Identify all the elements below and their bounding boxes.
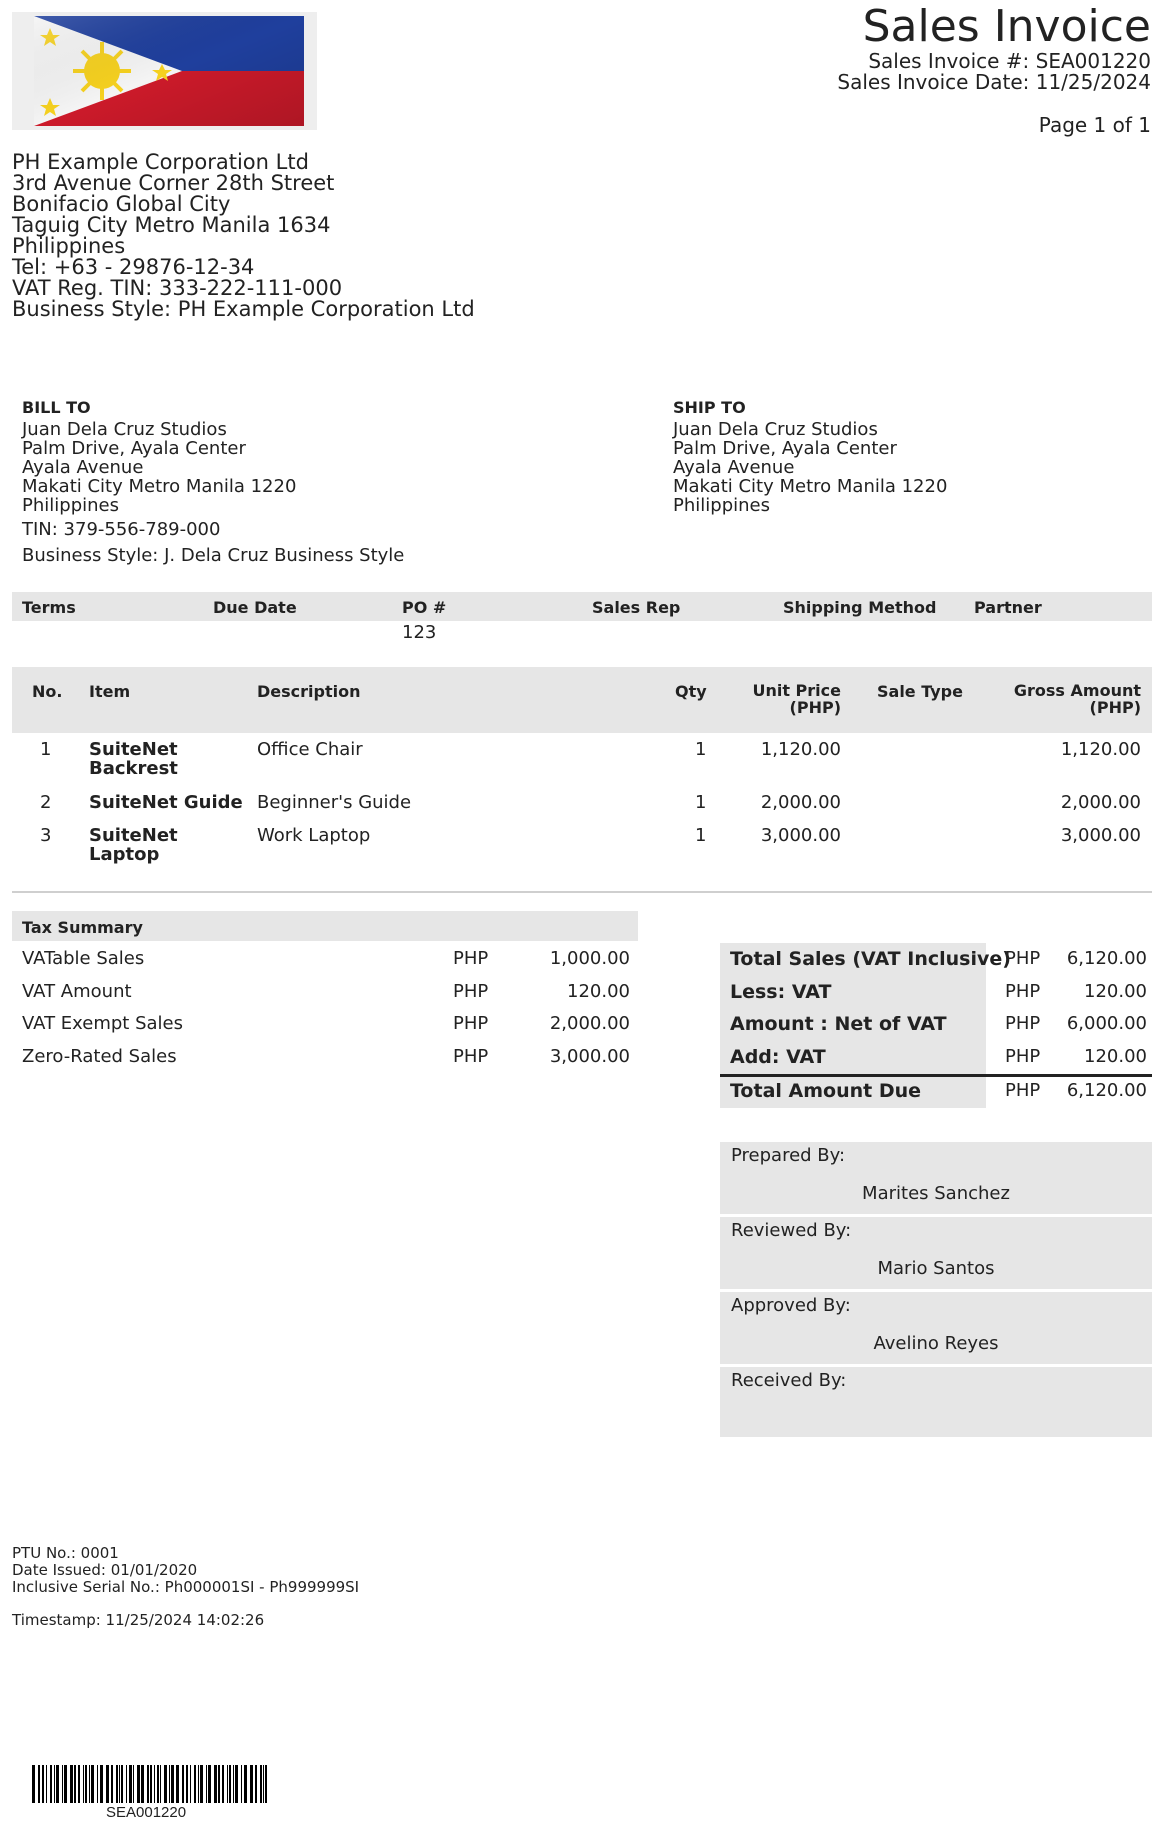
tax-summary-title: Tax Summary [22, 918, 143, 937]
totals-label: Less: VAT [730, 981, 832, 1003]
barcode-bar [164, 1765, 167, 1803]
total-amount-due-label: Total Amount Due [730, 1080, 922, 1102]
barcode-bar [121, 1765, 123, 1803]
barcode-bar [263, 1765, 264, 1803]
bill-to-line: Palm Drive, Ayala Center [22, 438, 246, 459]
row-2-qty: 1 [695, 792, 707, 813]
totals-currency: PHP [1005, 1046, 1041, 1067]
row-1-gross: 1,120.00 [1060, 739, 1141, 760]
barcode-bar [260, 1765, 262, 1803]
ship-to-line: Makati City Metro Manila 1220 [673, 476, 948, 497]
serial-range: Inclusive Serial No.: Ph000001SI - Ph999999SI [12, 1578, 360, 1596]
total-amount-due-currency: PHP [1005, 1080, 1041, 1101]
bill-to-line: Juan Dela Cruz Studios [22, 419, 227, 440]
barcode-bar [222, 1765, 224, 1803]
barcode-bar [186, 1765, 188, 1803]
gross-amount-label: Gross Amount [1013, 681, 1141, 700]
barcode-bar [182, 1765, 184, 1803]
tax-row-currency: PHP [453, 948, 489, 969]
barcode-bar [62, 1765, 63, 1803]
company-phone: Tel: +63 - 29876-12-34 [12, 255, 255, 279]
prepared-by-label: Prepared By: [731, 1145, 846, 1166]
barcode-bar [106, 1765, 109, 1803]
tax-row-label: VATable Sales [22, 948, 145, 969]
row-1-description: Office Chair [257, 739, 363, 760]
page-number: Page 1 of 1 [1038, 113, 1151, 137]
row-1-unit-price: 1,120.00 [760, 739, 841, 760]
totals-value: 120.00 [1084, 981, 1147, 1002]
prepared-by-name: Marites Sanchez [862, 1183, 1010, 1204]
col-no-header: No. [32, 682, 63, 701]
row-3-description: Work Laptop [257, 825, 371, 846]
barcode-bar [227, 1765, 228, 1803]
barcode-bar [111, 1765, 113, 1803]
po-number-value: 123 [402, 622, 437, 643]
items-divider [12, 891, 1152, 893]
barcode-bar [78, 1765, 80, 1803]
tax-row-label: VAT Amount [22, 981, 132, 1002]
barcode-bar [137, 1765, 140, 1803]
barcode-bar [70, 1765, 73, 1803]
row-1-no: 1 [40, 739, 52, 760]
col-unit-price-header [752, 682, 841, 716]
row-3-item [89, 826, 178, 864]
barcode-bar [233, 1765, 234, 1803]
totals-label: Amount : Net of VAT [730, 1013, 947, 1035]
barcode-bar [50, 1765, 52, 1803]
bill-to-tin: TIN: 379-556-789-000 [22, 519, 221, 540]
barcode-bar [194, 1765, 196, 1803]
barcode-bar [190, 1765, 191, 1803]
date-issued: Date Issued: 01/01/2020 [12, 1561, 198, 1579]
barcode-bar [241, 1765, 242, 1803]
totals-currency: PHP [1005, 981, 1041, 1002]
ship-to-line: Philippines [673, 495, 770, 516]
barcode-bar [169, 1765, 170, 1803]
totals-currency: PHP [1005, 948, 1041, 969]
bill-to-line: Philippines [22, 495, 119, 516]
bill-to-block [22, 398, 296, 515]
col-description-header: Description [257, 682, 361, 701]
company-address [12, 152, 475, 320]
col-sale-type-header: Sale Type [877, 682, 963, 701]
barcode-bar [214, 1765, 217, 1803]
bill-to-heading: BILL TO [22, 398, 91, 417]
row-2-description: Beginner's Guide [257, 792, 412, 813]
ptu-info [12, 1545, 359, 1596]
row-1-item-line: SuiteNet [89, 739, 178, 760]
barcode-bar [38, 1765, 40, 1803]
row-3-qty: 1 [695, 825, 707, 846]
barcode-bar [218, 1765, 220, 1803]
barcode-text: SEA001220 [106, 1804, 187, 1821]
barcode-bar [116, 1765, 118, 1803]
tax-row-label: Zero-Rated Sales [22, 1046, 177, 1067]
barcode-bar [265, 1765, 267, 1803]
barcode-bar [160, 1765, 161, 1803]
ptu-number: PTU No.: 0001 [12, 1544, 119, 1562]
ship-to-line: Palm Drive, Ayala Center [673, 438, 897, 459]
row-2-item: SuiteNet Guide [89, 792, 243, 813]
barcode-image [32, 1765, 272, 1803]
bill-to-line: Makati City Metro Manila 1220 [22, 476, 297, 497]
terms-header: Terms [22, 598, 76, 617]
barcode-bar [42, 1765, 44, 1803]
barcode-bar [229, 1765, 231, 1803]
barcode-bar [250, 1765, 253, 1803]
approved-by-name: Avelino Reyes [873, 1333, 999, 1354]
reviewed-by-name: Mario Santos [877, 1258, 995, 1279]
row-1-item-line: Backrest [89, 758, 178, 779]
barcode-bar [64, 1765, 67, 1803]
barcode-bar [83, 1765, 84, 1803]
row-3-unit-price: 3,000.00 [760, 825, 841, 846]
barcode-bar [133, 1765, 134, 1803]
row-2-no: 2 [40, 792, 52, 813]
due-date-header: Due Date [213, 598, 297, 617]
row-2-unit-price: 2,000.00 [760, 792, 841, 813]
totals-label: Total Sales (VAT Inclusive) [730, 948, 1011, 970]
partner-header: Partner [974, 598, 1042, 617]
col-gross-amount-header [1014, 682, 1141, 716]
barcode-bar [150, 1765, 152, 1803]
barcode-bar [244, 1765, 247, 1803]
company-name: PH Example Corporation Ltd [12, 150, 309, 174]
barcode-bar [54, 1765, 55, 1803]
ship-to-line: Ayala Avenue [673, 457, 795, 478]
barcode-bar [141, 1765, 144, 1803]
sales-rep-header: Sales Rep [592, 598, 681, 617]
row-3-gross: 3,000.00 [1060, 825, 1141, 846]
col-qty-header: Qty [675, 682, 707, 701]
barcode-bar [208, 1765, 211, 1803]
barcode-bar [91, 1765, 94, 1803]
company-line: 3rd Avenue Corner 28th Street [12, 171, 335, 195]
ship-to-heading: SHIP TO [673, 398, 746, 417]
row-3-item-line: SuiteNet [89, 825, 178, 846]
items-header-bar [12, 667, 1152, 733]
company-line: Bonifacio Global City [12, 192, 231, 216]
tax-row-value: 2,000.00 [549, 1013, 630, 1034]
bill-to-business-style: Business Style: J. Dela Cruz Business Style [22, 545, 405, 566]
tax-row-currency: PHP [453, 1046, 489, 1067]
barcode-bar [147, 1765, 149, 1803]
totals-value: 120.00 [1084, 1046, 1147, 1067]
company-business-style: Business Style: PH Example Corporation Ltd [12, 297, 475, 321]
po-number-header: PO # [402, 598, 447, 617]
approved-by-label: Approved By: [731, 1295, 851, 1316]
barcode-bar [56, 1765, 59, 1803]
unit-price-label: Unit Price [752, 681, 841, 700]
bill-to-line: Ayala Avenue [22, 457, 144, 478]
barcode-bar [198, 1765, 199, 1803]
barcode-bar [74, 1765, 76, 1803]
tax-row-value: 3,000.00 [549, 1046, 630, 1067]
ship-to-block [673, 398, 947, 515]
invoice-date: Sales Invoice Date: 11/25/2024 [837, 70, 1151, 94]
row-1-item [89, 740, 178, 778]
barcode-bar [85, 1765, 87, 1803]
totals-currency: PHP [1005, 1013, 1041, 1034]
barcode-bar [157, 1765, 159, 1803]
company-line: Taguig City Metro Manila 1634 [12, 213, 331, 237]
gross-amount-currency: (PHP) [1089, 698, 1141, 717]
timestamp: Timestamp: 11/25/2024 14:02:26 [12, 1611, 265, 1629]
totals-label: Add: VAT [730, 1046, 826, 1068]
barcode-bar [89, 1765, 90, 1803]
barcode-bar [46, 1765, 47, 1803]
company-tin: VAT Reg. TIN: 333-222-111-000 [12, 276, 343, 300]
barcode-bar [200, 1765, 203, 1803]
invoice-number: Sales Invoice #: SEA001220 [868, 49, 1151, 73]
barcode-bar [154, 1765, 155, 1803]
company-line: Philippines [12, 234, 126, 258]
barcode-bar [119, 1765, 120, 1803]
barcode-bar [171, 1765, 174, 1803]
received-by-label: Received By: [731, 1370, 847, 1391]
barcode-bar [206, 1765, 207, 1803]
tax-row-currency: PHP [453, 1013, 489, 1034]
barcode-bar [129, 1765, 132, 1803]
barcode-bar [97, 1765, 98, 1803]
tax-row-value: 120.00 [567, 981, 630, 1002]
unit-price-currency: (PHP) [789, 698, 841, 717]
row-3-item-line: Laptop [89, 844, 160, 865]
total-amount-due-value: 6,120.00 [1066, 1080, 1147, 1101]
reviewed-by-label: Reviewed By: [731, 1220, 852, 1241]
barcode-bar [126, 1765, 127, 1803]
shipping-method-header: Shipping Method [783, 598, 937, 617]
barcode-bar [176, 1765, 179, 1803]
col-item-header: Item [89, 682, 131, 701]
totals-value: 6,000.00 [1066, 1013, 1147, 1034]
totals-value: 6,120.00 [1066, 948, 1147, 969]
totals-divider [720, 1074, 1152, 1077]
tax-row-value: 1,000.00 [549, 948, 630, 969]
ship-to-line: Juan Dela Cruz Studios [673, 419, 878, 440]
barcode-bar [32, 1765, 35, 1803]
barcode-bar [100, 1765, 103, 1803]
barcode-bar [255, 1765, 257, 1803]
row-1-qty: 1 [695, 739, 707, 760]
row-3-no: 3 [40, 825, 52, 846]
philippine-flag-image [12, 12, 317, 130]
tax-row-label: VAT Exempt Sales [22, 1013, 183, 1034]
row-2-gross: 2,000.00 [1060, 792, 1141, 813]
document-title: Sales Invoice [862, 1, 1151, 52]
barcode-bar [235, 1765, 238, 1803]
tax-row-currency: PHP [453, 981, 489, 1002]
